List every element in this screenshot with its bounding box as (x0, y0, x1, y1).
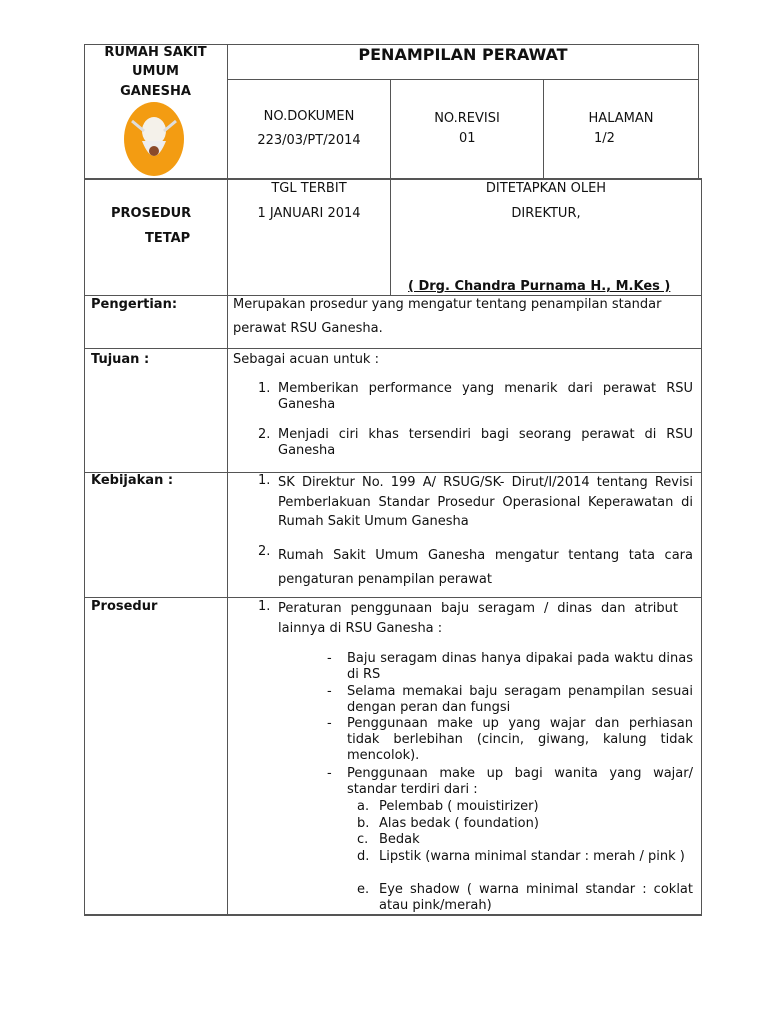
list-item: Memberikan performance yang menarik dari perawat RSU Ganesha (278, 381, 693, 412)
bullet-dash: - (327, 716, 332, 731)
bullet-dash: - (327, 766, 332, 781)
bullet-item: Penggunaan make up bagi wanita yang wajar/ standar terdiri dari : (347, 766, 693, 797)
border (84, 178, 702, 180)
definition-text: Merupakan prosedur yang mengatur tentang penampilan standar (233, 297, 662, 312)
border (84, 44, 85, 915)
approved-label: DITETAPKAN OLEH (485, 181, 607, 196)
sub-item: Bedak (379, 832, 420, 847)
hospital-name-line: GANESHA (120, 84, 191, 99)
sub-letter: a. (357, 799, 370, 814)
approved-role: DIREKTUR, (511, 206, 581, 221)
bullet-dash: - (327, 684, 332, 699)
revision-value: 01 (459, 131, 476, 146)
list-item: Menjadi ciri khas tersendiri bagi seorang perawat di RSU Ganesha (278, 427, 693, 458)
sub-item: Alas bedak ( foundation) (379, 816, 539, 831)
bullet-item: Selama memakai baju seragam penampilan sesuai dengan peran dan fungsi (347, 684, 693, 715)
sub-letter: d. (357, 849, 370, 864)
director-name: ( Drg. Chandra Purnama H., M.Kes ) (408, 279, 671, 294)
border (84, 295, 702, 296)
bullet-item: Penggunaan make up yang wajar dan perhiasan tidak berlebihan (cincin, giwang, kalung tidak mencolok). (347, 716, 693, 763)
hospital-name-line: RUMAH SAKIT (104, 45, 207, 60)
revision-label: NO.REVISI (434, 111, 500, 126)
sub-item: Lipstik (warna minimal standar : merah / pink ) (379, 849, 685, 864)
doc-no: 223/03/PT/2014 (257, 133, 361, 148)
border (227, 44, 228, 915)
doc-type: TETAP (145, 231, 191, 246)
sub-item: Pelembab ( mouistirizer) (379, 799, 539, 814)
section-label: Tujuan : (91, 352, 150, 367)
page-title: PENAMPILAN PERAWAT (358, 45, 568, 64)
border (543, 79, 544, 178)
border (698, 44, 699, 178)
list-number: 2. (258, 427, 271, 442)
section-label: Pengertian: (91, 297, 178, 312)
section-label: Kebijakan : (91, 473, 174, 488)
list-number: 1. (258, 381, 271, 396)
list-number: 1. (258, 599, 271, 614)
ganesha-logo-icon (122, 101, 186, 177)
hospital-name-line: UMUM (132, 64, 179, 79)
issue-label: TGL TERBIT (271, 181, 347, 196)
doc-no-label: NO.DOKUMEN (263, 109, 355, 124)
definition-text: perawat RSU Ganesha. (233, 321, 383, 336)
bullet-dash: - (327, 651, 332, 666)
border (701, 180, 702, 915)
sub-letter: c. (357, 832, 369, 847)
list-item: SK Direktur No. 199 A/ RSUG/SK- Dirut/I/2014 tentang Revisi Pemberlakuan Standar Prosedur Operasional Keperawatan di Rumah Sakit Umum Ganesha (278, 475, 693, 529)
page-value: 1/2 (594, 131, 615, 146)
sub-item: Eye shadow ( warna minimal standar : coklat atau pink/merah) (379, 882, 693, 913)
sub-letter: b. (357, 816, 370, 831)
list-item: Peraturan penggunaan baju seragam / dinas dan atribut lainnya di RSU Ganesha : (278, 601, 678, 636)
bullet-item: Baju seragam dinas hanya dipakai pada waktu dinas di RS (347, 651, 693, 682)
list-number: 1. (258, 473, 271, 488)
issue-date: 1 JANUARI 2014 (257, 206, 361, 221)
border (84, 348, 702, 349)
border (84, 914, 702, 916)
purpose-intro: Sebagai acuan untuk : (233, 352, 379, 367)
sub-letter: e. (357, 882, 370, 897)
list-item: Rumah Sakit Umum Ganesha mengatur tentang tata cara pengaturan penampilan perawat (278, 548, 693, 587)
doc-type: PROSEDUR (111, 206, 192, 221)
section-label: Prosedur (91, 599, 158, 614)
page-label: HALAMAN (588, 111, 654, 126)
list-number: 2. (258, 544, 271, 559)
border (84, 597, 702, 598)
border (227, 79, 698, 80)
